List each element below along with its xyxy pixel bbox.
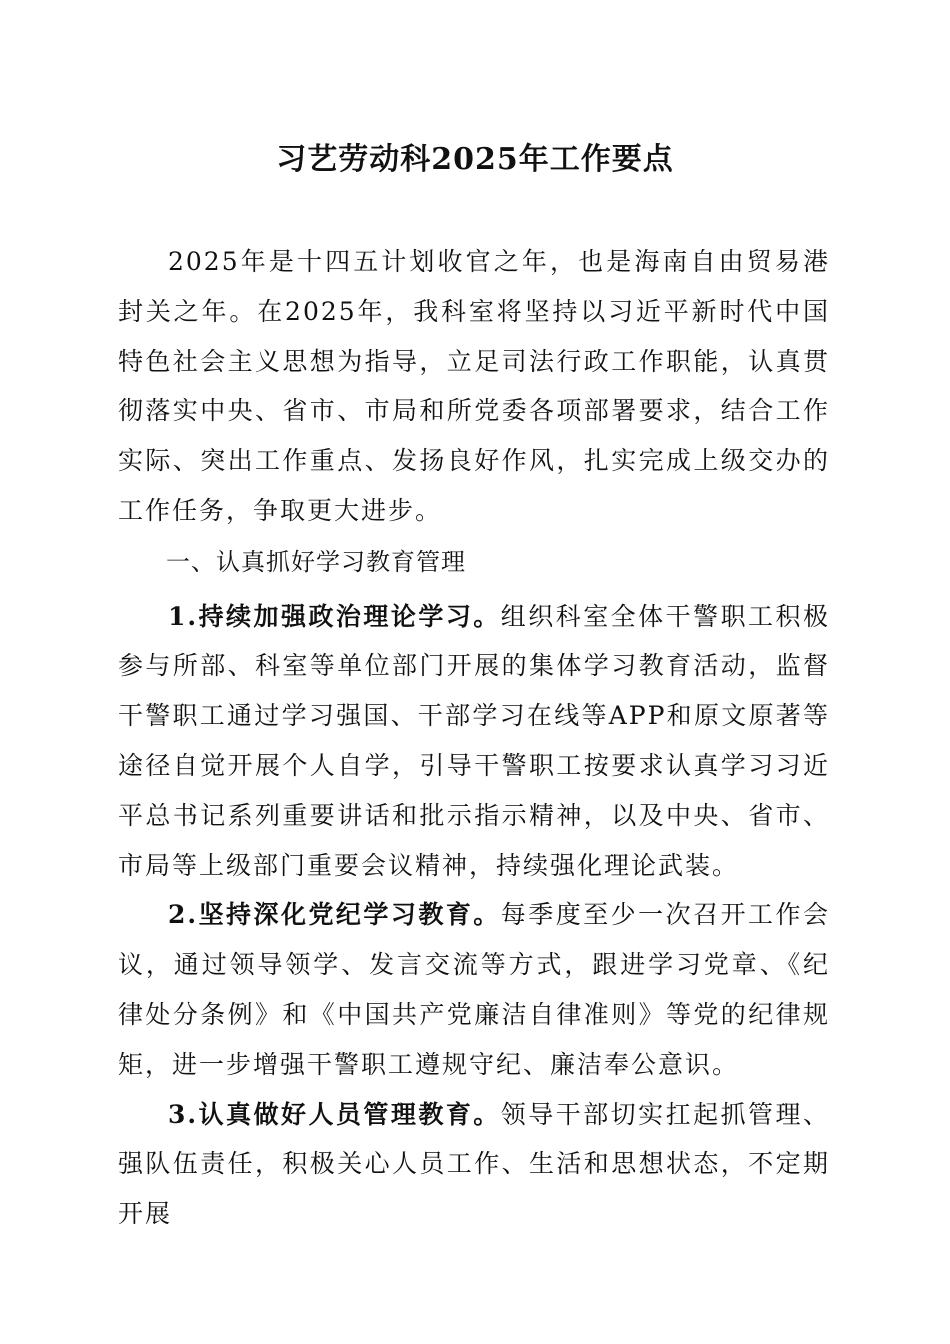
item-3-lead: 3.认真做好人员管理教育。: [168, 1099, 501, 1129]
item-3-text: 领导干部切实扛起抓管理、强队伍责任，积极关心人员工作、生活和思想状态，不定期开展: [118, 1099, 830, 1229]
item-1-text: 组织科室全体干警职工积极参与所部、科室等单位部门开展的集体学习教育活动，监督干警职工通过学习强国、干部学习在线等APP和原文原著等途径自觉开展个人自学，引导干警职工按要求认真学习习近平总书记系列重要讲话和批示指示精神，以及中央、省市、市局等上级部门重要会议精神，持续强化理论武装。: [118, 601, 830, 880]
item-2-text: 每季度至少一次召开工作会议，通过领导领学、发言交流等方式，跟进学习党章、《纪律处分条例》和《中国共产党廉洁自律准则》等党的纪律规矩，进一步增强干警职工遵规守纪、廉洁奉公意识。: [118, 900, 830, 1079]
section-heading: 一、认真抓好学习教育管理: [166, 547, 466, 576]
item-1-lead: 1.持续加强政治理论学习。: [168, 601, 501, 631]
section-item-2: [118, 890, 830, 1089]
item-2-lead: 2.坚持深化党纪学习教育。: [168, 900, 501, 930]
document-title: 习艺劳动科2025年工作要点: [276, 142, 674, 177]
section-item-3: [118, 1090, 830, 1239]
intro-paragraph: 2025年是十四五计划收官之年，也是海南自由贸易港封关之年。在2025年，我科室将坚持以习近平新时代中国特色社会主义思想为指导，立足司法行政工作职能，认真贯彻落实中央、省市、市局和所党委各项部署要求，结合工作实际、突出工作重点、发扬良好作风，扎实完成上级交办的工作任务，争取更大进步。: [118, 247, 830, 525]
section-item-1: [118, 592, 830, 891]
document-body: [118, 237, 830, 1239]
